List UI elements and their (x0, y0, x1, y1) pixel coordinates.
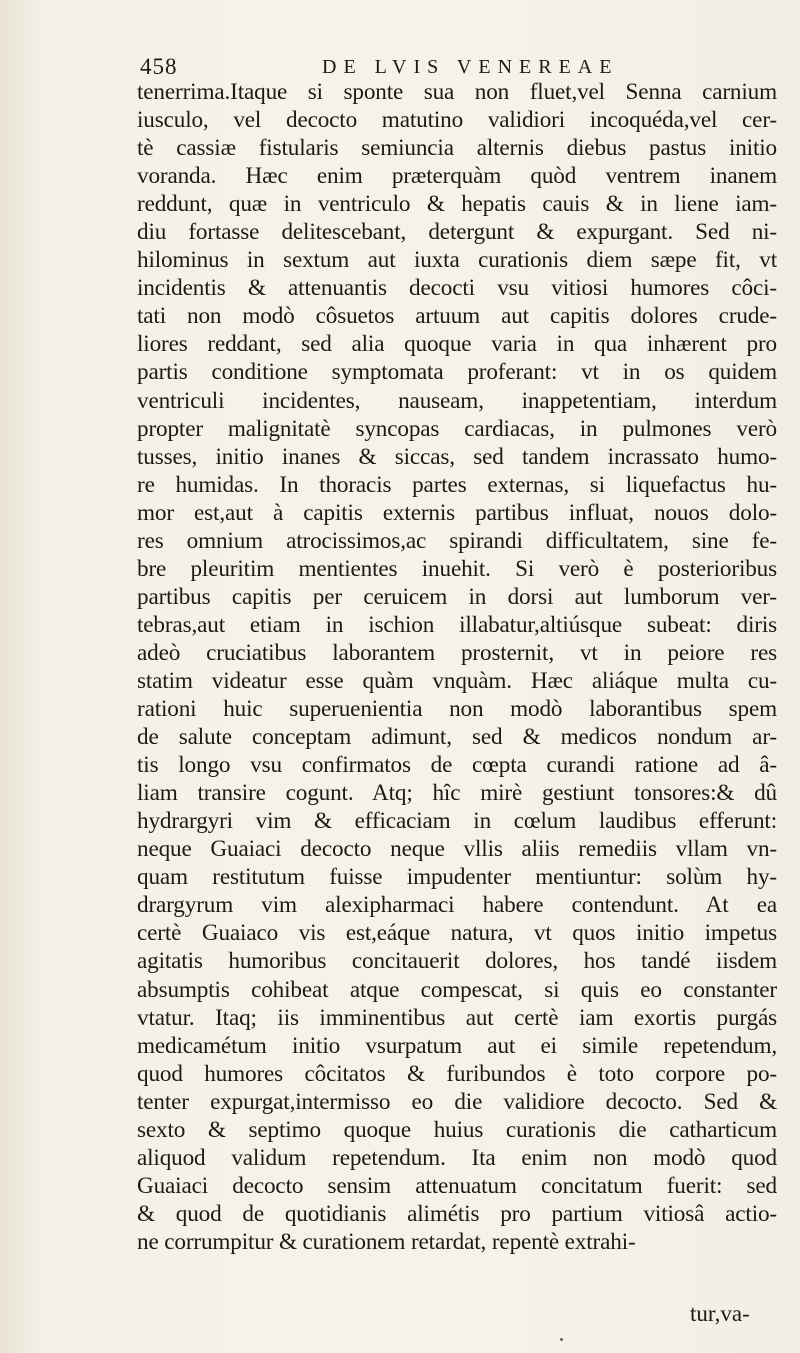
text-line: ventriculi incidentes, nauseam, inappetentiam, interdum (137, 387, 777, 414)
text-line: ne corrumpitur & curationem retardat, repentè extrahi- (137, 1228, 636, 1255)
text-line: tis longo vsu confirmatos de cœpta curandi ratione ad â- (137, 752, 777, 779)
text-line: tenter expurgat,intermisso eo die validiore decocto. Sed & (137, 1088, 777, 1115)
body-text (137, 78, 777, 1256)
running-head: DE LVIS VENEREAE (322, 56, 619, 78)
text-line: vtatur. Itaq; iis imminentibus aut certè iam exortis purgás (137, 1004, 777, 1031)
text-line: aliquod validum repetendum. Ita enim non modò quod (137, 1144, 777, 1171)
text-line: neque Guaiaci decocto neque vllis aliis remediis vllam vn- (137, 836, 777, 863)
text-line: quod humores côcitatos & furibundos è toto corpore po- (137, 1060, 777, 1087)
text-line: propter malignitatè syncopas cardiacas, in pulmones verò (137, 415, 777, 442)
text-line: sexto & septimo quoque huius curationis die catharticum (137, 1116, 777, 1143)
text-line: & quod de quotidianis alimétis pro partium vitiosâ actio- (137, 1200, 777, 1227)
text-line: drargyrum vim alexipharmaci habere contendunt. At ea (137, 892, 777, 919)
ink-speck (560, 1338, 563, 1341)
text-line: partibus capitis per ceruicem in dorsi aut lumborum ver- (137, 583, 777, 610)
text-line: re humidas. In thoracis partes externas, si liquefactus hu- (137, 471, 777, 498)
page-number: 458 (140, 54, 178, 79)
text-line: de salute conceptam adimunt, sed & medicos nondum ar- (137, 724, 777, 751)
text-line: hilominus in sextum aut iuxta curationis diem sæpe fit, vt (137, 247, 777, 274)
text-line: absumptis cohibeat atque compescat, si quis eo constanter (137, 976, 777, 1003)
text-line: hydrargyri vim & efficaciam in cœlum laudibus efferunt: (137, 808, 777, 835)
text-line: Guaiaci decocto sensim attenuatum concitatum fuerit: sed (137, 1172, 777, 1199)
text-line: liores reddant, sed alia quoque varia in qua inhærent pro (137, 331, 777, 358)
catchword: tur,va- (690, 1301, 750, 1326)
text-line: bre pleuritim mentientes inuehit. Si verò è posterioribus (137, 555, 777, 582)
text-line: reddunt, quæ in ventriculo & hepatis cauis & in liene iam- (137, 191, 777, 218)
text-line: tenerrima.Itaque si sponte sua non fluet,vel Senna carnium (137, 79, 777, 105)
text-line: liam transire cogunt. Atq; hîc mirè gestiunt tonsores:& dû (137, 780, 777, 807)
text-line: mor est,aut à capitis externis partibus influat, nouos dolo- (137, 499, 777, 526)
text-line: tè cassiæ fistularis semiuncia alternis diebus pastus initio (137, 135, 777, 162)
text-line: iusculo, vel decocto matutino validiori incoquéda,vel cer- (137, 107, 777, 134)
text-line: voranda. Hæc enim præterquàm quòd ventrem inanem (137, 163, 777, 190)
text-line: tusses, initio inanes & siccas, sed tandem incrassato humo- (137, 443, 777, 470)
text-line: incidentis & attenuantis decocti vsu vitiosi humores côci- (137, 275, 777, 302)
text-line: agitatis humoribus concitauerit dolores, hos tandé iisdem (137, 948, 777, 975)
text-line: medicamétum initio vsurpatum aut ei simile repetendum, (137, 1032, 777, 1059)
text-line: certè Guaiaco vis est,eáque natura, vt quos initio impetus (137, 920, 777, 947)
text-line: partis conditione symptomata proferant: vt in os quidem (137, 359, 777, 386)
text-line: rationi huic superuenientia non modò laborantibus spem (137, 696, 777, 723)
text-line: adeò cruciatibus laborantem prosternit, vt in peiore res (137, 639, 777, 666)
text-line: statim videatur esse quàm vnquàm. Hæc aliáque multa cu- (137, 667, 777, 694)
text-line: tebras,aut etiam in ischion illabatur,altiúsque subeat: diris (137, 611, 777, 638)
text-line: diu fortasse delitescebant, detergunt & expurgant. Sed ni- (137, 219, 777, 246)
text-line: res omnium atrocissimos,ac spirandi difficultatem, sine fe- (137, 527, 777, 554)
text-line: tati non modò côsuetos artuum aut capitis dolores crude- (137, 303, 777, 330)
text-line: quam restitutum fuisse impudenter mentiuntur: solùm hy- (137, 864, 777, 891)
